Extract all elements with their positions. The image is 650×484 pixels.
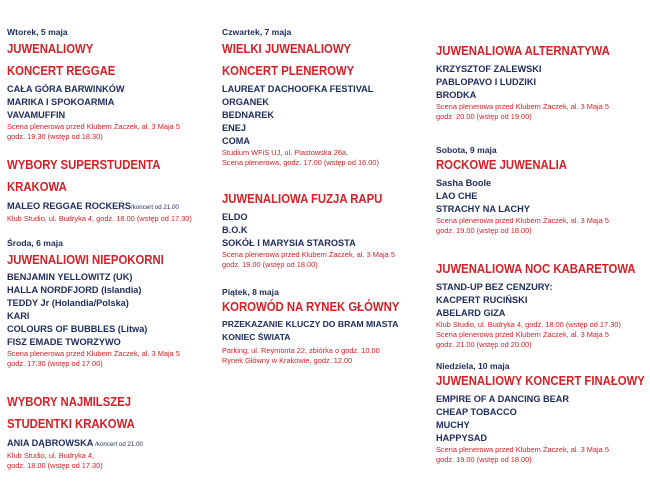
time-text: godz. 18.00 (wstęp od 17.30) xyxy=(7,461,103,470)
event-title: ROCKOWE JUWENALIA xyxy=(436,158,567,172)
day-label: Sobota, 9 maja xyxy=(436,145,497,155)
day-label: Piątek, 8 maja xyxy=(222,287,279,297)
event-superstudent xyxy=(7,158,219,224)
event-title: KRAKOWA xyxy=(7,180,67,194)
event-koncert-plenerowy xyxy=(222,27,434,168)
performer: STRACHY NA LACHY xyxy=(436,204,530,214)
performer: VAVAMUFFIN xyxy=(7,110,66,120)
time-text: godz. 17.30 (wstęp od 17.00) xyxy=(7,359,103,368)
performer: KACPERT RUCIŃSKI xyxy=(436,295,528,305)
time-text: Scena plenerowa, godz. 17.00 (wstęp od 16.00) xyxy=(222,158,379,167)
event-korowod xyxy=(222,287,434,366)
performer: BENJAMIN YELLOWITZ (UK) xyxy=(7,272,133,282)
event-koncert-finalowy xyxy=(436,361,646,465)
performer: KRZYSZTOF ZALEWSKI xyxy=(436,64,542,74)
venue-text: Klub Studio, ul. Budryka 4, xyxy=(7,451,95,460)
venue-text: Scena plenerowa przed Klubem Żaczek, al. 3 Maja 5 xyxy=(436,330,609,339)
performer: CAŁA GÓRA BARWINKÓW xyxy=(7,84,125,94)
event-title: JUWENALIOWY KONCERT FINAŁOWY xyxy=(436,374,645,388)
venue-text: Klub Studio, ul. Budryka 4, godz. 18.00 (wstęp od 17.30) xyxy=(436,320,621,329)
performer: FISZ EMADE TWORZYWO xyxy=(7,337,121,347)
performer: EMPIRE OF A DANCING BEAR xyxy=(436,394,570,404)
day-label: Środa, 6 maja xyxy=(7,238,63,248)
performer xyxy=(7,200,219,214)
event-fuzja-rapu xyxy=(222,192,434,270)
event-title: JUWENALIOWA NOC KABARETOWA xyxy=(436,262,636,276)
venue-text: Scena plenerowa przed Klubem Żaczek, al. 3 Maja 5 xyxy=(7,122,180,131)
performer: CHEAP TOBACCO xyxy=(436,407,517,417)
event-kabaretowa xyxy=(436,262,646,350)
event-title: WYBORY SUPERSTUDENTA xyxy=(7,158,161,172)
day-label: Wtorek, 5 maja xyxy=(7,27,68,37)
venue-text: Scena plenerowa przed Klubem Żaczek, al. 3 Maja 5 xyxy=(436,102,609,111)
performer: HALLA NORDFJORD (Islandia) xyxy=(7,285,142,295)
performer: SOKÓŁ I MARYSIA STAROSTA xyxy=(222,238,356,248)
venue-text: Klub Studio, ul. Budryka 4, godz. 18.00 (wstęp od 17.30) xyxy=(7,214,192,223)
performer: COMA xyxy=(222,136,251,146)
event-title: WIELKI JUWENALIOWY xyxy=(222,42,352,56)
performer: BRODKA xyxy=(436,90,477,100)
time-text: Rynek Główny w Krakowie, godz. 12.00 xyxy=(222,356,353,365)
time-text: godz. 19.00 (wstęp od 18.00) xyxy=(436,455,532,464)
performer-name: MALEO REGGAE ROCKERS xyxy=(7,201,132,211)
event-rockowe xyxy=(436,145,646,236)
performer-name: ANIA DĄBROWSKA xyxy=(7,438,94,448)
event-najmilsza xyxy=(7,395,219,471)
performer: ABELARD GIZA xyxy=(436,308,506,318)
performer: BEDNAREK xyxy=(222,110,275,120)
event-title: JUWENALIOWI NIEPOKORNI xyxy=(7,253,164,267)
venue-text: Scena plenerowa przed Klubem Żaczek, al. 3 Maja 5 xyxy=(436,216,609,225)
time-text: godz. 19.30 (wstęp od 18.30) xyxy=(7,132,103,141)
time-text: godz. 19.00 (wstęp od 18.00) xyxy=(436,226,532,235)
event-title: STUDENTKI KRAKOWA xyxy=(7,417,135,431)
performer: STAND-UP BEZ CENZURY: xyxy=(436,282,553,292)
day-label: Czwartek, 7 maja xyxy=(222,27,292,37)
performer: MUCHY xyxy=(436,420,470,430)
performer: ENEJ xyxy=(222,123,247,133)
time-text: godz. 21.00 (wstęp od 20.00) xyxy=(436,340,532,349)
venue-text: Scena plenerowa przed Klubem Żaczek, al. 3 Maja 5 xyxy=(7,349,180,358)
performer: TEDDY Jr (Holandia/Polska) xyxy=(7,298,129,308)
event-alternatywa xyxy=(436,44,646,122)
performer: ELDO xyxy=(222,212,248,222)
venue-text: Parking, ul. Reymonta 22, zbiórka o godz. 10.00 xyxy=(222,346,380,355)
venue-text: Studium WFiS UJ, ul. Piastowska 26a, xyxy=(222,148,349,157)
performer: KONIEC ŚWIATA xyxy=(222,332,291,342)
event-niepokorni xyxy=(7,238,219,369)
time-text: godz. 19.00 (wstęp od 18.00) xyxy=(222,260,318,269)
venue-text: Scena plenerowa przed Klubem Żaczek, al. 3 Maja 5 xyxy=(222,250,395,259)
performer: PRZEKAZANIE KLUCZY DO BRAM MIASTA xyxy=(222,319,399,329)
performer: MARIKA I SPOKOARMIA xyxy=(7,97,115,107)
performer: Sasha Boole xyxy=(436,178,492,188)
performer: PABLOPAVO I LUDZIKI xyxy=(436,77,537,87)
performer: B.O.K xyxy=(222,225,248,235)
performer: LAO CHE xyxy=(436,191,478,201)
event-title: JUWENALIOWA ALTERNATYWA xyxy=(436,44,610,58)
performer: KARI xyxy=(7,311,30,321)
performer-note: /koncert od 21.00 xyxy=(93,441,143,448)
performer: ORGANEK xyxy=(222,97,269,107)
event-title: KONCERT PLENEROWY xyxy=(222,64,355,78)
event-title: JUWENALIOWY xyxy=(7,42,94,56)
performer: COLOURS OF BUBBLES (Litwa) xyxy=(7,324,148,334)
performer: LAUREAT DACHOOFKA FESTIVAL xyxy=(222,84,374,94)
event-reggae xyxy=(7,27,219,142)
day-label: Niedziela, 10 maja xyxy=(436,361,510,371)
performer-note: /koncert od 21.00 xyxy=(131,204,179,211)
event-title: KOROWÓD NA RYNEK GŁÓWNY xyxy=(222,300,400,314)
performer: HAPPYSAD xyxy=(436,433,488,443)
venue-text: Scena plenerowa przed Klubem Żaczek, al. 3 Maja 5 xyxy=(436,445,609,454)
event-title: JUWENALIOWA FUZJA RAPU xyxy=(222,192,383,206)
event-title: WYBORY NAJMILSZEJ xyxy=(7,395,132,409)
event-title: KONCERT REGGAE xyxy=(7,64,116,78)
performer xyxy=(7,437,219,451)
time-text: godz. 20.00 (wstęp od 19.00) xyxy=(436,112,532,121)
